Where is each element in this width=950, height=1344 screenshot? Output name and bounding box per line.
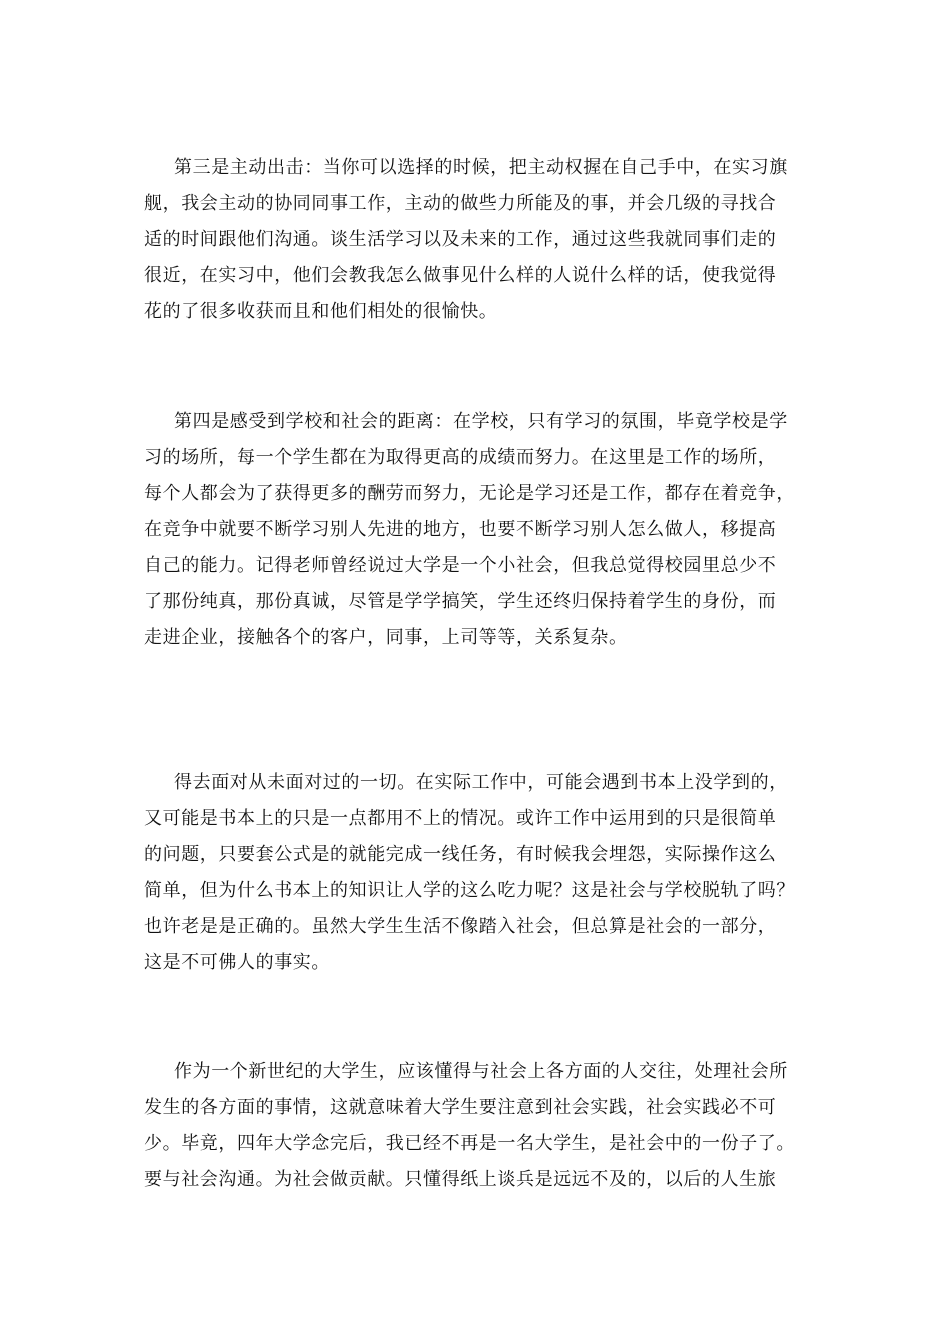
paragraph-school-society-distance (144, 404, 808, 656)
paragraph-line: 少。毕竟，四年大学念完后，我已经不再是一名大学生，是社会中的一份子了。 (144, 1133, 795, 1154)
paragraph-line: 花的了很多收获而且和他们相处的很愉快。 (144, 301, 498, 322)
paragraph-line: 自己的能力。记得老师曾经说过大学是一个小社会，但我总觉得校园里总少不 (144, 555, 777, 576)
paragraph-line: 习的场所，每一个学生都在为取得更高的成绩而努力。在这里是工作的场所， (144, 447, 777, 468)
paragraph-line: 简单，但为什么书本上的知识让人学的这么吃力呢？这是社会与学校脱轨了吗？ (144, 880, 795, 901)
paragraph-line: 这是不可佛人的事实。 (144, 952, 330, 973)
paragraph-line: 每个人都会为了获得更多的酬劳而努力，无论是学习还是工作，都存在着竞争， (144, 483, 795, 504)
paragraph-line: 了那份纯真，那份真诚，尽管是学学搞笑，学生还终归保持着学生的身份，而 (144, 591, 777, 612)
paragraph-line: 第四是感受到学校和社会的距离：在学校，只有学习的氛围，毕竟学校是学 (174, 411, 788, 432)
paragraph-line: 走进企业，接触各个的客户，同事，上司等等，关系复杂。 (144, 627, 628, 648)
paragraph-line: 得去面对从未面对过的一切。在实际工作中，可能会遇到书本上没学到的， (174, 772, 788, 793)
paragraph-line: 作为一个新世纪的大学生，应该懂得与社会上各方面的人交往，处理社会所 (174, 1061, 788, 1082)
paragraph-line: 又可能是书本上的只是一点都用不上的情况。或许工作中运用到的只是很简单 (144, 808, 777, 829)
paragraph-line: 第三是主动出击：当你可以选择的时候，把主动权握在自己手中，在实习旗 (174, 157, 788, 178)
paragraph-line: 发生的各方面的事情，这就意味着大学生要注意到社会实践，社会实践必不可 (144, 1097, 777, 1118)
paragraph-line: 的问题，只要套公式是的就能完成一线任务，有时候我会埋怨，实际操作这么 (144, 844, 777, 865)
paragraph-line: 适的时间跟他们沟通。谈生活学习以及未来的工作，通过这些我就同事们走的 (144, 229, 777, 250)
paragraph-line: 也许老是是正确的。虽然大学生生活不像踏入社会，但总算是社会的一部分， (144, 916, 777, 937)
paragraph-new-century-student (144, 1054, 808, 1198)
paragraph-line: 在竞争中就要不断学习别人先进的地方，也要不断学习别人怎么做人，移提高 (144, 519, 777, 540)
paragraph-facing-the-unknown (144, 765, 808, 981)
paragraph-active-initiative (144, 150, 808, 330)
paragraph-line: 要与社会沟通。为社会做贡献。只懂得纸上谈兵是远远不及的，以后的人生旅 (144, 1169, 777, 1190)
paragraph-line: 舰，我会主动的协同同事工作，主动的做些力所能及的事，并会几级的寻找合 (144, 193, 777, 214)
paragraph-line: 很近，在实习中，他们会教我怎么做事见什么样的人说什么样的话，使我觉得 (144, 265, 777, 286)
